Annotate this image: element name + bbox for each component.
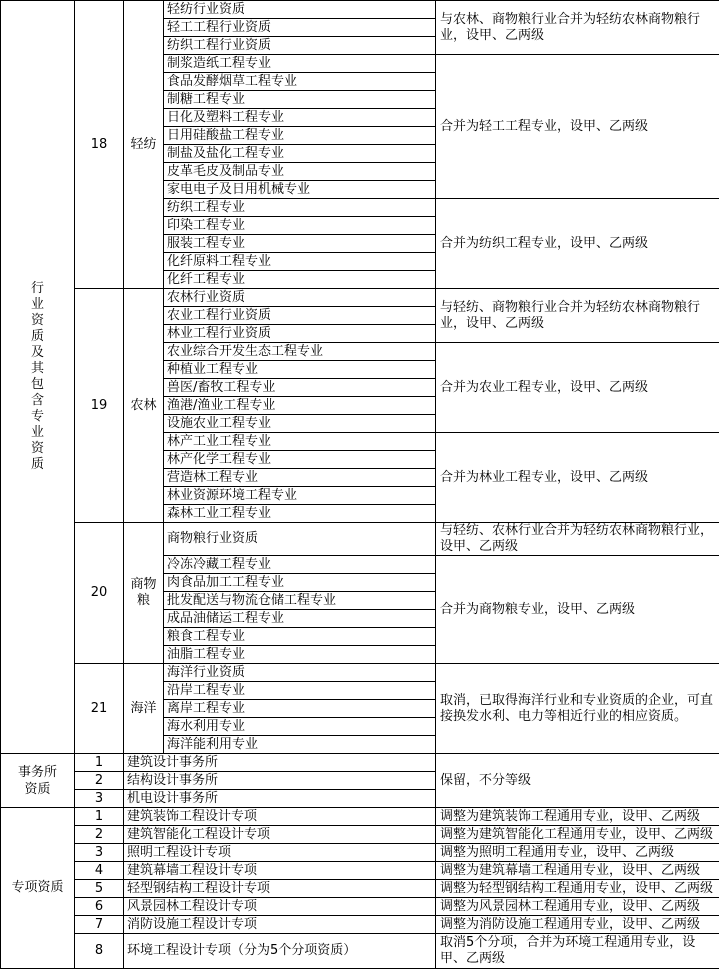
item-cell: 结构设计事务所 [124, 772, 436, 790]
item-cell: 批发配送与物流仓储工程专业 [164, 592, 436, 610]
item-cell: 粮食工程专业 [164, 628, 436, 646]
note-cell: 保留，不分等级 [436, 754, 719, 808]
item-cell: 建筑幕墙工程设计专项 [124, 862, 436, 880]
table-row [1, 898, 719, 916]
number-cell: 1 [75, 808, 124, 826]
item-cell: 消防设施工程设计专项 [124, 916, 436, 934]
item-cell: 农业综合开发生态工程专业 [164, 343, 436, 361]
table-row [1, 754, 719, 772]
number-cell: 21 [75, 664, 124, 754]
item-cell: 照明工程设计专项 [124, 844, 436, 862]
number-cell: 6 [75, 898, 124, 916]
note-cell: 与轻纺、农林行业合并为轻纺农林商物粮行业，设甲、乙两级 [436, 523, 719, 556]
item-cell: 皮革毛皮及制品专业 [164, 163, 436, 181]
item-cell: 海水利用专业 [164, 718, 436, 736]
table-row [1, 289, 719, 307]
item-cell: 渔港/渔业工程专业 [164, 397, 436, 415]
note-cell: 合并为商物粮专业，设甲、乙两级 [436, 556, 719, 664]
item-cell: 轻工工程行业资质 [164, 19, 436, 37]
note-cell: 与轻纺、商物粮行业合并为轻纺农林商物粮行业，设甲、乙两级 [436, 289, 719, 343]
industry-cell: 轻纺 [124, 1, 164, 289]
number-cell: 3 [75, 844, 124, 862]
item-cell: 肉食品加工工程专业 [164, 574, 436, 592]
number-cell: 18 [75, 1, 124, 289]
item-cell: 制糖工程专业 [164, 91, 436, 109]
table-row [1, 844, 719, 862]
note-cell: 调整为照明工程通用专业，设甲、乙两级 [436, 844, 719, 862]
item-cell: 林业资源环境工程专业 [164, 487, 436, 505]
table-row [1, 934, 719, 969]
item-cell: 日用硅酸盐工程专业 [164, 127, 436, 145]
item-cell: 商物粮行业资质 [164, 523, 436, 556]
item-cell: 食品发酵烟草工程专业 [164, 73, 436, 91]
item-cell: 海洋能利用专业 [164, 736, 436, 754]
item-cell: 离岸工程专业 [164, 700, 436, 718]
number-cell: 4 [75, 862, 124, 880]
note-cell: 调整为建筑装饰工程通用专业，设甲、乙两级 [436, 808, 719, 826]
item-cell: 种植业工程专业 [164, 361, 436, 379]
note-cell: 取消5个分项，合并为环境工程通用专业，设甲、乙两级 [436, 934, 719, 969]
item-cell: 化纤工程专业 [164, 271, 436, 289]
item-cell: 林产工业工程专业 [164, 433, 436, 451]
item-cell: 农业工程行业资质 [164, 307, 436, 325]
note-cell: 调整为建筑智能化工程通用专业，设甲、乙两级 [436, 826, 719, 844]
note-cell: 合并为林业工程专业，设甲、乙两级 [436, 433, 719, 523]
item-cell: 林产化学工程专业 [164, 451, 436, 469]
table-row [1, 862, 719, 880]
number-cell: 5 [75, 880, 124, 898]
item-cell: 轻纺行业资质 [164, 1, 436, 19]
item-cell: 林业工程行业资质 [164, 325, 436, 343]
item-cell: 纺织工程专业 [164, 199, 436, 217]
category-cell [1, 754, 75, 808]
item-cell: 印染工程专业 [164, 217, 436, 235]
note-cell: 调整为轻型钢结构工程通用专业，设甲、乙两级 [436, 880, 719, 898]
number-cell: 1 [75, 754, 124, 772]
category-cell-label: 事务所资质 [17, 764, 58, 798]
category-cell-label: 行业资质及其包含专业资质 [30, 281, 45, 473]
number-cell: 19 [75, 289, 124, 523]
item-cell: 风景园林工程设计专项 [124, 898, 436, 916]
table-row [1, 916, 719, 934]
item-cell: 兽医/畜牧工程专业 [164, 379, 436, 397]
item-cell: 成品油储运工程专业 [164, 610, 436, 628]
item-cell: 家电电子及日用机械专业 [164, 181, 436, 199]
category-cell [1, 1, 75, 754]
industry-cell: 海洋 [124, 664, 164, 754]
number-cell: 3 [75, 790, 124, 808]
category-cell: 专项资质 [1, 808, 75, 969]
item-cell: 森林工业工程专业 [164, 505, 436, 523]
item-cell: 轻型钢结构工程设计专项 [124, 880, 436, 898]
table-row [1, 1, 719, 19]
item-cell: 沿岸工程专业 [164, 682, 436, 700]
table-row [1, 880, 719, 898]
item-cell: 环境工程设计专项（分为5个分项资质） [124, 934, 436, 969]
note-cell: 调整为消防设施工程通用专业，设甲、乙两级 [436, 916, 719, 934]
item-cell: 建筑装饰工程设计专项 [124, 808, 436, 826]
note-cell: 调整为风景园林工程通用专业，设甲、乙两级 [436, 898, 719, 916]
item-cell: 油脂工程专业 [164, 646, 436, 664]
item-cell: 冷冻冷藏工程专业 [164, 556, 436, 574]
item-cell: 制盐及盐化工程专业 [164, 145, 436, 163]
note-cell: 合并为轻工工程专业，设甲、乙两级 [436, 55, 719, 199]
table-row [1, 523, 719, 556]
item-cell: 设施农业工程专业 [164, 415, 436, 433]
item-cell: 农林行业资质 [164, 289, 436, 307]
table-row [1, 826, 719, 844]
item-cell: 化纤原料工程专业 [164, 253, 436, 271]
note-cell: 与农林、商物粮行业合并为轻纺农林商物粮行业，设甲、乙两级 [436, 1, 719, 55]
industry-cell: 商物粮 [124, 523, 164, 664]
number-cell: 2 [75, 826, 124, 844]
item-cell: 建筑设计事务所 [124, 754, 436, 772]
note-cell: 调整为建筑幕墙工程通用专业，设甲、乙两级 [436, 862, 719, 880]
number-cell: 20 [75, 523, 124, 664]
number-cell: 8 [75, 934, 124, 969]
table-row [1, 664, 719, 682]
item-cell: 建筑智能化工程设计专项 [124, 826, 436, 844]
note-cell: 合并为农业工程专业，设甲、乙两级 [436, 343, 719, 433]
number-cell: 2 [75, 772, 124, 790]
note-cell: 取消，已取得海洋行业和专业资质的企业，可直接换发水利、电力等相近行业的相应资质。 [436, 664, 719, 754]
item-cell: 制浆造纸工程专业 [164, 55, 436, 73]
item-cell: 机电设计事务所 [124, 790, 436, 808]
item-cell: 营造林工程专业 [164, 469, 436, 487]
item-cell: 日化及塑料工程专业 [164, 109, 436, 127]
item-cell: 海洋行业资质 [164, 664, 436, 682]
table-row [1, 808, 719, 826]
industry-cell: 农林 [124, 289, 164, 523]
item-cell: 服装工程专业 [164, 235, 436, 253]
note-cell: 合并为纺织工程专业，设甲、乙两级 [436, 199, 719, 289]
item-cell: 纺织工程行业资质 [164, 37, 436, 55]
number-cell: 7 [75, 916, 124, 934]
